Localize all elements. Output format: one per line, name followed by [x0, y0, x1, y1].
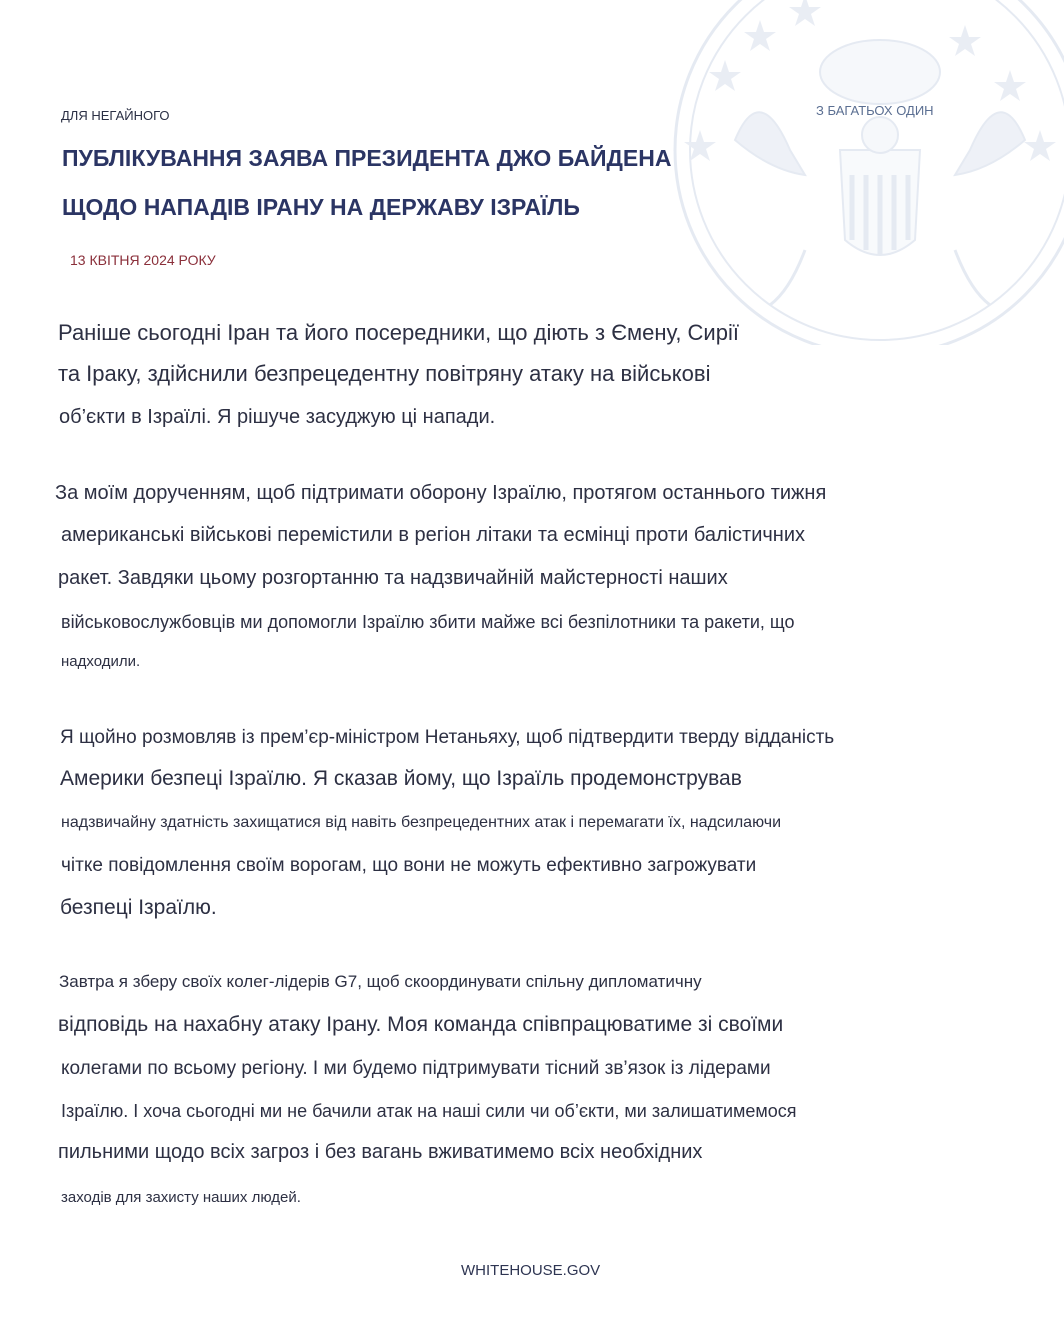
paragraph-2-line-4: військовослужбовців ми допомогли Ізраїлю збити майже всі безпілотники та ракети, що [61, 612, 795, 632]
paragraph-4-line-5: пильними щодо всіх загроз і без вагань вживатимемо всіх необхідних [58, 1141, 703, 1163]
statement-date: 13 КВІТНЯ 2024 РОКУ [70, 252, 216, 268]
footer-site-link[interactable]: WHITEHOUSE.GOV [461, 1262, 601, 1279]
paragraph-4-line-4: Ізраїлю. І хоча сьогодні ми не бачили атак на наші сили чи об’єкти, ми залишатимемося [61, 1101, 797, 1121]
paragraph-2-line-5: надходили. [61, 653, 141, 670]
paragraph-4-line-2: відповідь на нахабну атаку Ірану. Моя команда співпрацюватиме зі своїми [58, 1013, 784, 1036]
presidential-seal-icon [640, 0, 1064, 345]
paragraph-3-line-1: Я щойно розмовляв із прем’єр-міністром Нетаньяху, щоб підтвердити тверду відданість [60, 727, 835, 748]
paragraph-1-line-2: та Іраку, здійснили безпрецедентну повітряну атаку на військові [58, 361, 711, 386]
statement-title-line-2: ЩОДО НАПАДІВ ІРАНУ НА ДЕРЖАВУ ІЗРАЇЛЬ [62, 194, 580, 220]
paragraph-4-line-1: Завтра я зберу своїх колег-лідерів G7, щоб скоординувати спільну дипломатичну [59, 972, 702, 991]
paragraph-3-line-4: чітке повідомлення своїм ворогам, що вони не можуть ефективно загрожувати [61, 855, 757, 876]
paragraph-3-line-5: безпеці Ізраїлю. [60, 896, 217, 919]
statement-title-line-1: ПУБЛІКУВАННЯ ЗАЯВА ПРЕЗИДЕНТА ДЖО БАЙДЕНА [62, 145, 672, 171]
seal-motto: З БАГАТЬОХ ОДИН [816, 103, 934, 118]
paragraph-2-line-3: ракет. Завдяки цьому розгортанню та надзвичайній майстерності наших [58, 567, 728, 589]
paragraph-3-line-2: Америки безпеці Ізраїлю. Я сказав йому, що Ізраїль продемонстрував [60, 767, 742, 790]
paragraph-4-line-3: колегами по всьому регіону. І ми будемо підтримувати тісний зв’язок із лідерами [61, 1058, 771, 1079]
paragraph-2-line-1: За моїм дорученням, щоб підтримати оборону Ізраїлю, протягом останнього тижня [55, 482, 827, 504]
release-kicker: ДЛЯ НЕГАЙНОГО [61, 108, 170, 123]
paragraph-1-line-3: об’єкти в Ізраїлі. Я рішуче засуджую ці напади. [59, 406, 496, 428]
paragraph-4-line-6: заходів для захисту наших людей. [61, 1189, 301, 1206]
paragraph-2-line-2: американські військові перемістили в регіон літаки та есмінці проти балістичних [61, 524, 806, 546]
paragraph-1-line-1: Раніше сьогодні Іран та його посередники, що діють з Ємену, Сирії [58, 320, 739, 345]
paragraph-3-line-3: надзвичайну здатність захищатися від навіть безпрецедентних атак і перемагати їх, надсилаючи [61, 814, 781, 831]
